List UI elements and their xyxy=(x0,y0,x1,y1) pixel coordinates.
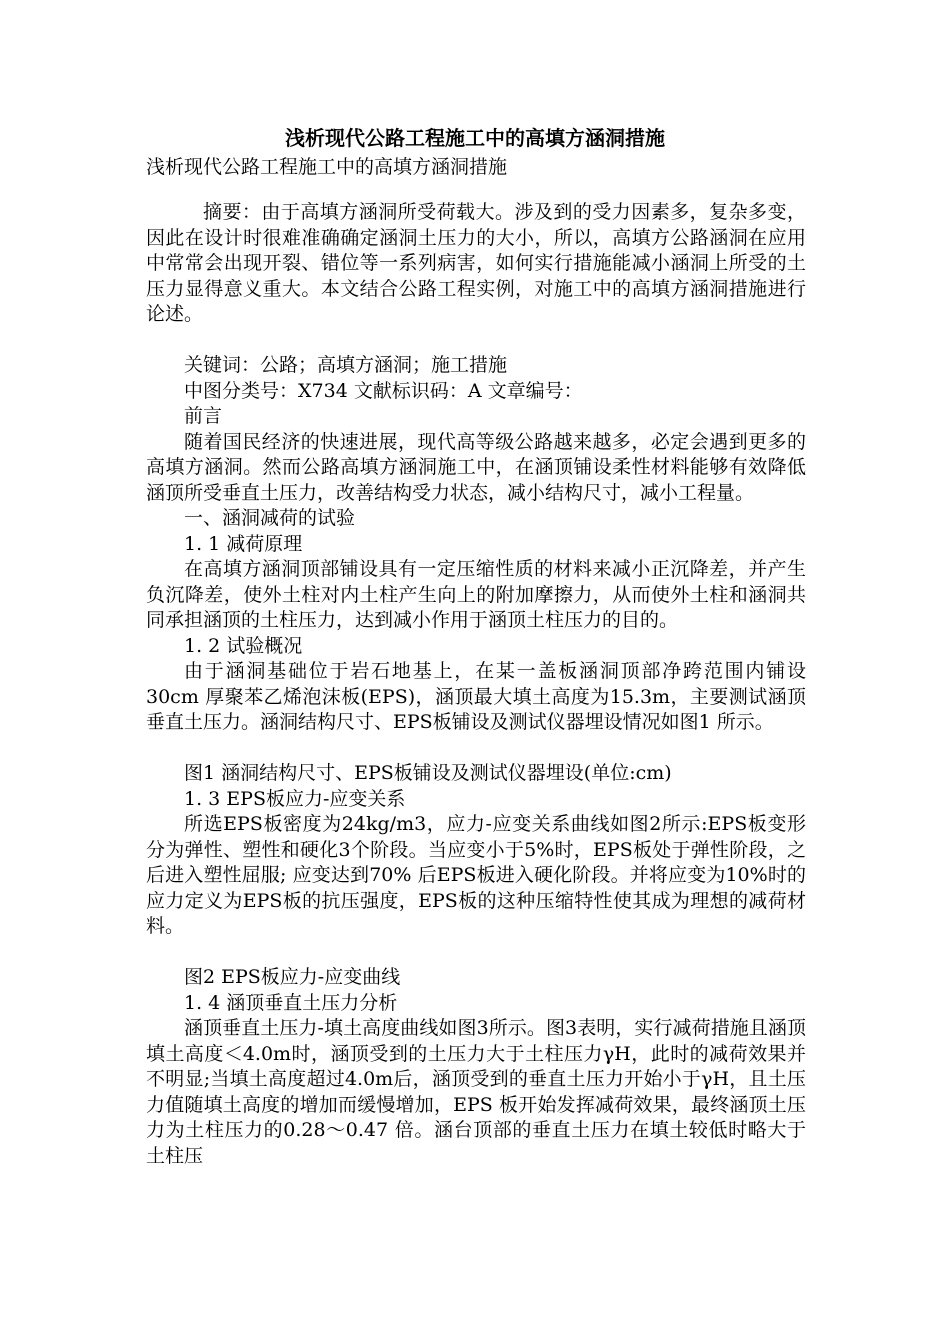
document-title: 浅析现代公路工程施工中的高填方涵洞措施 xyxy=(285,126,665,150)
abstract-paragraph: 摘要：由于高填方涵洞所受荷载大。涉及到的受力因素多，复杂多变，因此在设计时很难准确确定涵洞土压力的大小，所以，高填方公路涵洞在应用中常常会出现开裂、错位等一系列病害，如何实行措施能减小涵洞上所受的土压力显得意义重大。本文结合公路工程实例，对施工中的高填方涵洞措施进行论述。 xyxy=(146,201,806,325)
keywords-line: 关键词：公路；高填方涵洞；施工措施 xyxy=(184,354,508,376)
body-paragraph: 由于涵洞基础位于岩石地基上，在某一盖板涵洞顶部净跨范围内铺设30cm 厚聚苯乙烯泡沫板(EPS)，涵顶最大填土高度为15.3m，主要测试涵顶垂直土压力。涵洞结构尺寸、EPS板铺设及测试仪器埋设情况如图1 所示。 xyxy=(146,660,806,733)
document-subtitle: 浅析现代公路工程施工中的高填方涵洞措施 xyxy=(146,156,508,178)
figure-caption: 图2 EPS板应力-应变曲线 xyxy=(184,966,401,988)
document-body xyxy=(146,200,806,1169)
section-heading: 一、涵洞减荷的试验 xyxy=(184,507,356,529)
preface-heading: 前言 xyxy=(184,405,223,427)
subsection-heading: 1. 2 试验概况 xyxy=(184,634,303,657)
preface-paragraph: 随着国民经济的快速进展，现代高等级公路越来越多，必定会遇到更多的高填方涵洞。然而公路高填方涵洞施工中，在涵顶铺设柔性材料能够有效降低涵顶所受垂直土压力，改善结构受力状态，减小结构尺寸，减小工程量。 xyxy=(146,430,806,504)
figure-placeholder xyxy=(146,736,806,762)
body-paragraph: 在高填方涵洞顶部铺设具有一定压缩性质的材料来减小正沉降差，并产生负沉降差，使外土柱对内土柱产生向上的附加摩擦力，从而使外土柱和涵洞共同承担涵顶的土柱压力，达到减小作用于涵顶土柱压力的目的。 xyxy=(146,558,806,631)
body-paragraph: 涵顶垂直土压力-填土高度曲线如图3所示。图3表明，实行减荷措施且涵顶填土高度＜4.0m时，涵顶受到的土压力大于土柱压力γH，此时的减荷效果并不明显;当填土高度超过4.0m后，涵顶受到的垂直土压力开始小于γH，且土压力值随填土高度的增加而缓慢增加，EPS 板开始发挥减荷效果，最终涵顶土压力为土柱压力的0.28～0.47 倍。涵台顶部的垂直土压力在填土较低时略大于土柱压 xyxy=(146,1017,806,1167)
subsection-heading: 1. 3 EPS板应力-应变关系 xyxy=(184,787,406,810)
figure-caption: 图1 涵洞结构尺寸、EPS板铺设及测试仪器埋设(单位:cm) xyxy=(184,762,672,784)
body-paragraph: 所选EPS板密度为24kg/m3，应力-应变关系曲线如图2所示:EPS板变形分为弹性、塑性和硬化3个阶段。当应变小于5%时，EPS板处于弹性阶段，之后进入塑性屈服; 应变达到70% 后EPS板进入硬化阶段。并将应变为10%时的应力定义为EPS板的抗压强度，EPS板的这种压缩特性使其成为理想的减荷材料。 xyxy=(146,813,806,937)
spacer xyxy=(146,328,806,354)
classification-line: 中图分类号：X734 文献标识码：A 文章编号： xyxy=(184,379,583,402)
subsection-heading: 1. 4 涵顶垂直土压力分析 xyxy=(184,991,398,1014)
figure-placeholder xyxy=(146,940,806,966)
subsection-heading: 1. 1 减荷原理 xyxy=(184,532,303,555)
